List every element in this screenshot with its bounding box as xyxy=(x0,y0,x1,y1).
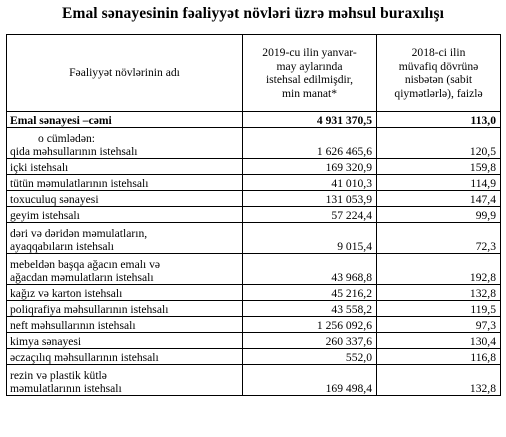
total-row xyxy=(7,112,501,128)
header-percent-line: nisbətən (sabit xyxy=(404,73,473,86)
table-row xyxy=(7,223,501,254)
total-name: Emal sənayesi –cəmi xyxy=(7,112,243,128)
row-value: 43 968,8 xyxy=(243,254,377,285)
row-percent: 72,3 xyxy=(377,223,501,254)
table-row xyxy=(7,175,501,191)
table-row xyxy=(7,301,501,317)
row-value: 9 015,4 xyxy=(243,223,377,254)
header-value-line: may aylarında xyxy=(276,59,343,73)
table-row xyxy=(7,285,501,301)
row-percent: 159,8 xyxy=(377,159,501,175)
table-row xyxy=(7,254,501,285)
row-name xyxy=(7,285,243,301)
row-name-line: əczaçılıq məhsullarının istehsalı xyxy=(10,351,159,364)
row-name-line: tütün məmulatlarının istehsalı xyxy=(10,177,149,190)
row-percent: 147,4 xyxy=(377,191,501,207)
row-value: 57 224,4 xyxy=(243,207,377,223)
row-name-line: ayaqqabıların istehsalı xyxy=(10,240,114,253)
row-name xyxy=(7,128,243,159)
row-name xyxy=(7,301,243,317)
table-row xyxy=(7,365,501,396)
table-row xyxy=(7,159,501,175)
table-row xyxy=(7,128,501,159)
row-percent: 97,3 xyxy=(377,317,501,333)
table-row xyxy=(7,207,501,223)
header-percent-line: 2018-ci ilin xyxy=(411,46,466,59)
row-name-line: toxuculuq sənayesi xyxy=(10,193,99,206)
table-header-row xyxy=(7,35,501,112)
row-name-line: kağız və karton istehsalı xyxy=(10,287,123,300)
row-value: 1 256 092,6 xyxy=(243,317,377,333)
table-row xyxy=(7,333,501,349)
row-name-line: içki istehsalı xyxy=(10,161,69,174)
row-name-line: kimya sənayesi xyxy=(10,335,82,348)
header-value-line: 2019-cu ilin yanvar- xyxy=(262,46,357,59)
row-name-line: neft məhsullarının istehsalı xyxy=(10,319,136,332)
row-name xyxy=(7,333,243,349)
row-name xyxy=(7,223,243,254)
row-name xyxy=(7,191,243,207)
row-percent: 130,4 xyxy=(377,333,501,349)
document-title: Emal sənayesinin fəaliyyət növləri üzrə məhsul buraxılışı xyxy=(62,5,444,22)
row-value: 43 558,2 xyxy=(243,301,377,317)
row-name-line: ağacdan məmulatların istehsalı xyxy=(10,271,154,284)
subheading: o cümlədən: xyxy=(38,132,95,145)
row-percent: 120,5 xyxy=(377,128,501,159)
row-percent: 119,5 xyxy=(377,301,501,317)
row-name-line: mebeldən başqa ağacın emalı və xyxy=(10,258,161,271)
header-value-line: istehsal edilmişdir, xyxy=(265,73,354,86)
row-name-line: poliqrafiya məhsullarının istehsalı xyxy=(10,303,169,316)
row-name-line: məmulatlarının istehsalı xyxy=(10,382,122,395)
row-percent: 99,9 xyxy=(377,207,501,223)
row-name xyxy=(7,254,243,285)
header-percent-2018 xyxy=(377,35,501,112)
row-value: 552,0 xyxy=(243,349,377,365)
row-percent: 116,8 xyxy=(377,349,501,365)
row-value: 45 216,2 xyxy=(243,285,377,301)
header-activity-name: Fəaliyyət növlərinin adı xyxy=(7,35,243,112)
row-percent: 132,8 xyxy=(377,285,501,301)
table-row xyxy=(7,317,501,333)
total-percent: 113,0 xyxy=(377,112,501,128)
row-name xyxy=(7,349,243,365)
row-value: 169 498,4 xyxy=(243,365,377,396)
header-value-2019 xyxy=(243,35,377,112)
row-name xyxy=(7,365,243,396)
row-value: 169 320,9 xyxy=(243,159,377,175)
row-name-line: dəri və dəridən məmulatların, xyxy=(10,227,148,240)
header-value-line: min manat* xyxy=(281,86,338,100)
header-percent-line: müvafiq dövrünə xyxy=(398,59,479,73)
row-value: 41 010,3 xyxy=(243,175,377,191)
row-name xyxy=(7,317,243,333)
table-row xyxy=(7,349,501,365)
row-value: 1 626 465,6 xyxy=(243,128,377,159)
total-value: 4 931 370,5 xyxy=(243,112,377,128)
row-percent: 132,8 xyxy=(377,365,501,396)
row-value: 260 337,6 xyxy=(243,333,377,349)
row-value: 131 053,9 xyxy=(243,191,377,207)
row-name-line: rezin və plastik kütlə xyxy=(10,369,107,382)
row-name-line: geyim istehsalı xyxy=(10,209,80,222)
header-percent-line: qiymətlərlə), faizlə xyxy=(394,86,483,100)
table-row xyxy=(7,191,501,207)
row-name xyxy=(7,159,243,175)
row-percent: 114,9 xyxy=(377,175,501,191)
production-table xyxy=(6,34,501,396)
row-percent: 192,8 xyxy=(377,254,501,285)
row-name xyxy=(7,207,243,223)
row-name-line: qida məhsullarının istehsalı xyxy=(10,145,138,158)
row-name xyxy=(7,175,243,191)
